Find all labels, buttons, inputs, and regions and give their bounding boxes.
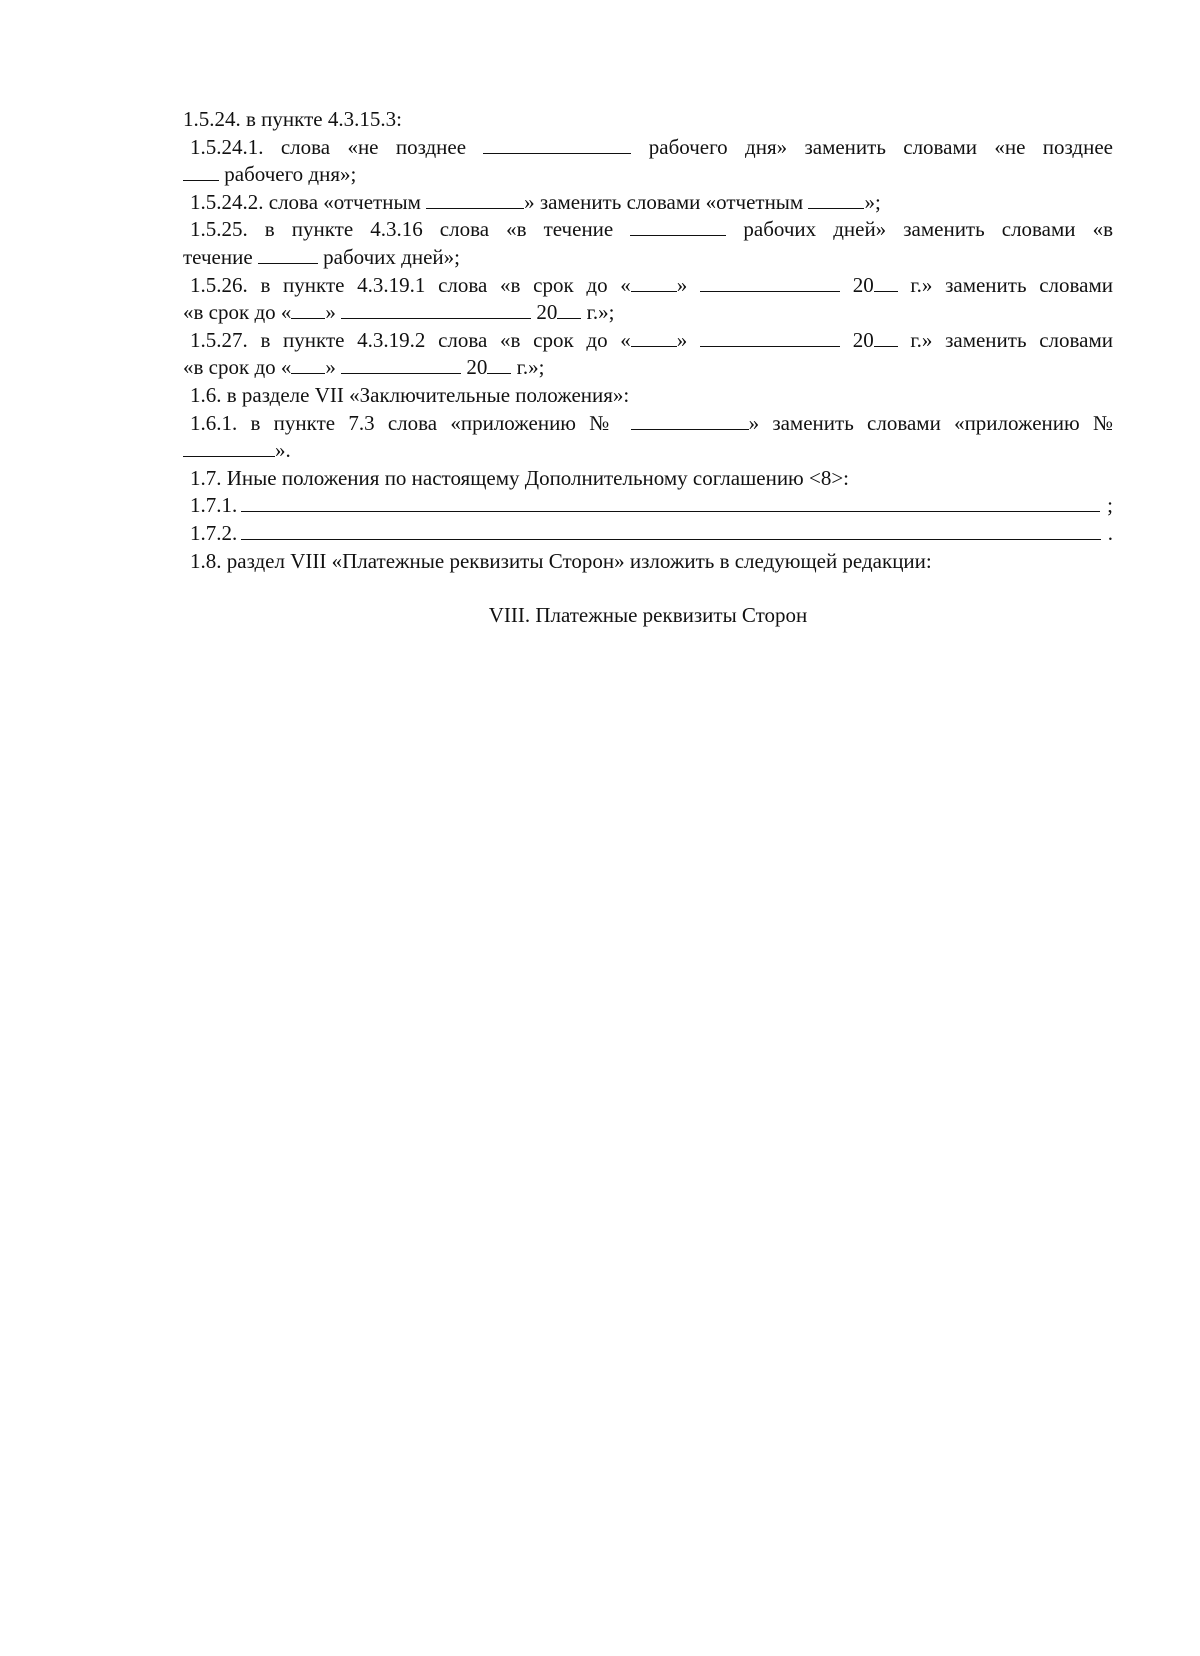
clause-text: 1.6. в разделе VII «Заключительные положения»: (190, 382, 630, 407)
clause-text: 1.5.24. в пункте 4.3.15.3: (183, 107, 402, 131)
clause-1-5-26-cont (183, 299, 1113, 327)
clause-text: 1.7.1. (190, 493, 238, 518)
clause-text: 1.5.26. в пункте 4.3.19.1 слова «в срок до « (190, 272, 631, 297)
clause-text: «в срок до « (183, 355, 292, 380)
blank-line (630, 216, 726, 236)
blank-line (483, 134, 631, 154)
clause-text: 1.6.1. в пункте 7.3 слова «приложению № (190, 410, 618, 435)
blank-line (808, 189, 864, 209)
clause-1-6 (183, 382, 1113, 410)
clause-text: рабочих дней» заменить словами «в (743, 217, 1114, 242)
clause-1-6-1 (183, 410, 1113, 438)
clause-text: » заменить словами «отчетным (524, 189, 804, 214)
blank-line (241, 492, 1100, 512)
clause-text: 1.5.27. в пункте 4.3.19.2 слова «в срок до « (190, 327, 631, 352)
blank-line (258, 244, 318, 264)
blank-line (557, 299, 581, 319)
clause-1-7-1 (183, 492, 1113, 520)
clause-1-7-2 (183, 520, 1113, 548)
clause-text: г.» заменить словами (910, 272, 1114, 297)
clause-text: ». (275, 438, 291, 463)
blank-line (183, 161, 219, 181)
clause-text: 1.5.24.2. слова «отчетным (190, 189, 421, 214)
clause-1-8 (183, 548, 1113, 576)
clause-text: рабочего дня»; (224, 162, 357, 187)
clause-text: »; (864, 189, 881, 214)
clause-1-5-27 (183, 327, 1113, 355)
blank-line (631, 327, 677, 347)
clause-text: 20 (536, 300, 558, 325)
clause-text: г.»; (516, 355, 545, 380)
clause-text: 1.8. раздел VIII «Платежные реквизиты Сторон» изложить в следующей редакции: (190, 548, 932, 573)
clause-1-5-24-1-cont (183, 161, 1113, 189)
clause-text: 1.7.2. (190, 520, 238, 545)
blank-line (487, 354, 511, 374)
clause-1-5-25 (183, 216, 1113, 244)
clause-text: » (676, 327, 688, 352)
blank-line (341, 299, 531, 319)
blank-line (183, 437, 275, 457)
blank-line (874, 272, 898, 292)
section-heading: VIII. Платежные реквизиты Сторон (488, 603, 808, 627)
clause-text: 20 (852, 272, 874, 297)
clause-1-5-24-2 (183, 189, 1113, 217)
document-body (183, 106, 1113, 575)
clause-text: » (325, 300, 336, 325)
blank-line (241, 520, 1101, 540)
blank-line (700, 327, 840, 347)
clause-text: » заменить словами «приложению № (748, 410, 1114, 435)
clause-text: ; (1107, 493, 1113, 518)
clause-1-5-26 (183, 272, 1113, 300)
blank-line (426, 189, 524, 209)
clause-1-7 (183, 465, 1113, 493)
clause-text: 1.5.25. в пункте 4.3.16 слова «в течение (190, 217, 614, 242)
clause-text: 1.5.24.1. слова «не позднее (190, 134, 467, 159)
clause-text: г.» заменить словами (910, 327, 1114, 352)
clause-text: 1.7. Иные положения по настоящему Дополнительному соглашению <8>: (190, 465, 850, 490)
clause-text: «в срок до « (183, 300, 292, 325)
clause-text: г.»; (586, 300, 615, 325)
blank-line (341, 354, 461, 374)
clause-text: » (676, 272, 688, 297)
clause-1-5-25-cont (183, 244, 1113, 272)
clause-text: 20 (466, 355, 488, 380)
blank-line (700, 272, 840, 292)
clause-1-6-1-cont (183, 437, 1113, 465)
blank-line (874, 327, 898, 347)
clause-1-5-24-1 (183, 134, 1113, 162)
clause-text: 20 (852, 327, 874, 352)
clause-text: . (1107, 520, 1113, 545)
blank-line (631, 272, 677, 292)
clause-text: рабочих дней»; (323, 244, 460, 269)
clause-1-5-27-cont (183, 354, 1113, 382)
clause-text: течение (183, 244, 253, 269)
clause-1-5-24 (183, 106, 1113, 134)
blank-line (291, 354, 325, 374)
clause-text: рабочего дня» заменить словами «не позднее (648, 134, 1113, 159)
blank-line (291, 299, 325, 319)
blank-line (631, 410, 749, 430)
clause-text: » (325, 355, 336, 380)
